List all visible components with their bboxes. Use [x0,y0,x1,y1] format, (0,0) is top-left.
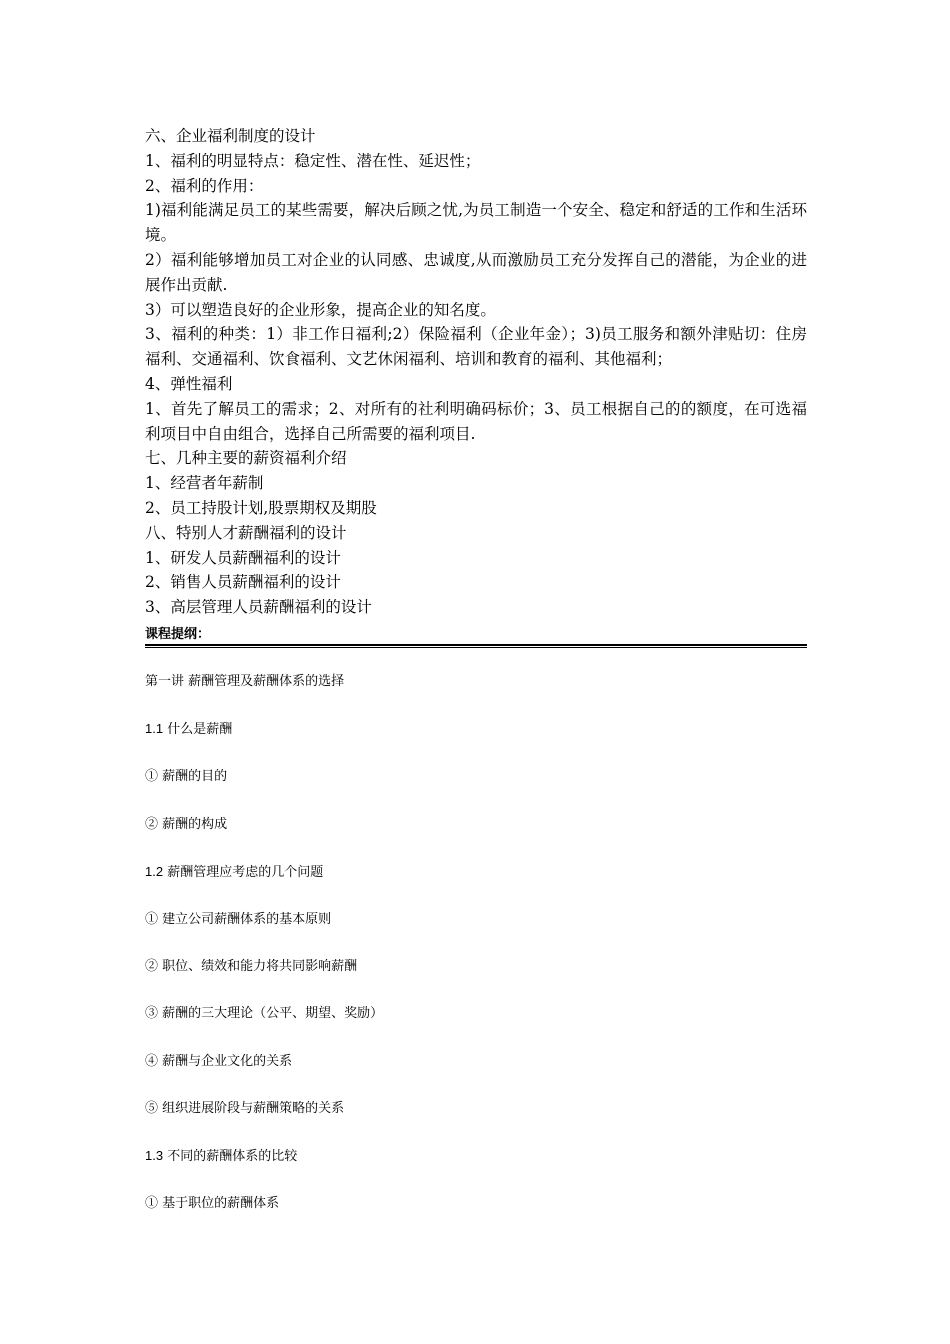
outline-item: ① 建立公司薪酬体系的基本原则 [145,911,332,927]
heading-welfare-design: 六、企业福利制度的设计 [145,127,316,145]
course-outline [145,672,807,1241]
paragraph: 2）福利能够增加员工对企业的认同感、忠诚度,从而激励员工充分发挥自己的潜能，为企业的进展作出贡献. [145,250,807,294]
outline-item: ① 基于职位的薪酬体系 [145,1196,280,1212]
outline-item: ② 薪酬的构成 [145,816,228,832]
paragraph: 1、研发人员薪酬福利的设计 [145,548,341,567]
paragraph: 1、经营者年薪制 [145,474,264,493]
paragraph: 3、福利的种类：1）非工作日福利;2）保险福利（企业年金）；3)员工服务和额外津贴切：住房福利、交通福利、饮食福利、文艺休闲福利、培训和教育的福利、其他福利； [145,325,807,369]
outline-title: 课程提纲： [145,626,211,641]
paragraph: 3、高层管理人员薪酬福利的设计 [145,598,372,617]
outline-item: ④ 薪酬与企业文化的关系 [145,1053,293,1069]
section-heading [145,719,807,740]
outline-item: ③ 薪酬的三大理论（公平、期望、奖励） [145,1006,384,1022]
paragraph: 1、首先了解员工的需求；2、对所有的社利明确码标价；3、员工根据自己的的额度，在可选福利项目中自由组合，选择自己所需要的福利项目. [145,399,807,443]
lecture-title: 第一讲 薪酬管理及薪酬体系的选择 [145,674,345,689]
section-number: 1.1 [145,721,164,737]
double-divider [145,644,807,648]
welfare-section [145,124,807,620]
outline-item: ② 职位、绩效和能力将共同影响薪酬 [145,959,358,975]
heading-special-talent: 八、特别人才薪酬福利的设计 [145,523,347,542]
paragraph: 2、福利的作用： [145,176,264,195]
paragraph: 1、福利的明显特点：稳定性、潜在性、延迟性； [145,151,481,170]
heading-salary-benefits: 七、几种主要的薪资福利介绍 [145,449,347,468]
paragraph: 1)福利能满足员工的某些需要，解决后顾之忧,为员工制造一个安全、稳定和舒适的工作和生活环境。 [145,201,807,245]
paragraph: 2、销售人员薪酬福利的设计 [145,573,341,592]
section-text: 薪酬管理应考虑的几个问题 [163,864,324,880]
outline-item: ① 薪酬的目的 [145,769,228,785]
section-heading [145,1146,807,1167]
section-heading [145,862,807,883]
section-number: 1.3 [145,1147,164,1163]
paragraph: 3）可以塑造良好的企业形象，提高企业的知名度。 [145,300,496,319]
outline-item: ⑤ 组织进展阶段与薪酬策略的关系 [145,1100,345,1116]
section-text: 不同的薪酬体系的比较 [163,1148,298,1164]
section-number: 1.2 [145,863,164,879]
section-text: 什么是薪酬 [163,722,233,738]
paragraph: 2、员工持股计划,股票期权及期股 [145,498,377,517]
paragraph: 4、弹性福利 [145,374,233,393]
